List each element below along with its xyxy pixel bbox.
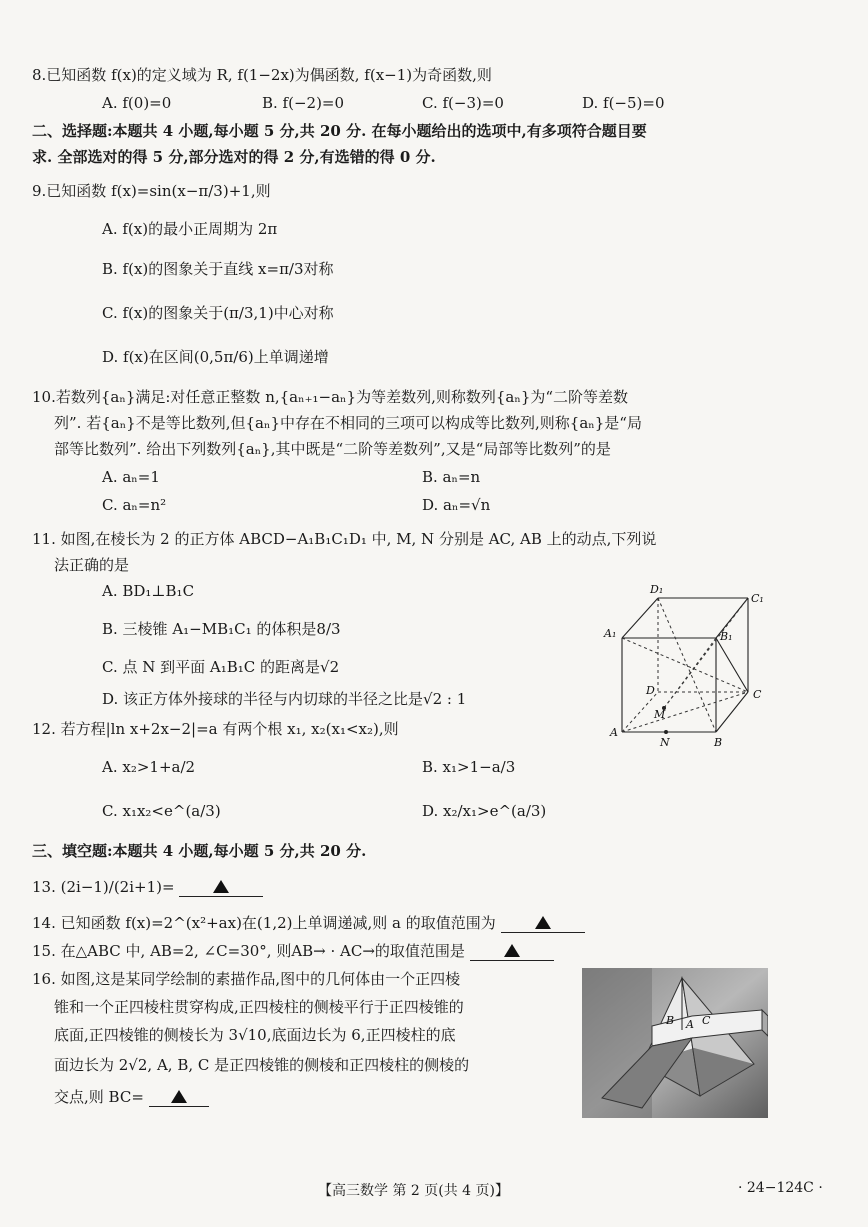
label-b: B: [714, 736, 723, 749]
diag-bd1: [658, 598, 716, 732]
edge-b1c: [716, 638, 748, 692]
q13-text: 13. (2i−1)/(2i+1)=: [32, 878, 175, 896]
q15-answer-blank[interactable]: [470, 942, 554, 961]
label-d1: D₁: [650, 583, 664, 596]
q8-option-c: C. f(−3)=0: [422, 94, 504, 112]
label-a: A: [610, 726, 618, 739]
q10-option-c: C. aₙ=n²: [102, 496, 167, 514]
q14-row: [32, 912, 585, 934]
diag-a1c: [622, 638, 748, 692]
diag-ac: [622, 692, 748, 732]
q13-answer-blank[interactable]: [179, 878, 263, 897]
q16-line4: 面边长为 2√2, A, B, C 是正四棱锥的侧棱和正四棱柱的侧棱的: [54, 1056, 470, 1074]
q9-stem: 9.已知函数 f(x)=sin(x−π/3)+1,则: [32, 182, 271, 200]
q16-line2: 锥和一个正四棱柱贯穿构成,正四棱柱的侧棱平行于正四棱锥的: [54, 998, 464, 1016]
q10-line1: 10.若数列{aₙ}满足:对任意正整数 n,{aₙ₊₁−aₙ}为等差数列,则称数列{aₙ}为“二阶等差数: [32, 388, 629, 406]
label-c1: C₁: [751, 592, 764, 605]
q11-option-b: B. 三棱锥 A₁−MB₁C₁ 的体积是8/3: [102, 620, 341, 638]
answer-triangle-icon: [504, 944, 520, 957]
label-c: C: [702, 1014, 711, 1027]
q11-option-d: D. 该正方体外接球的半径与内切球的半径之比是√2 : 1: [102, 690, 467, 708]
q12-option-a: A. x₂>1+a/2: [102, 758, 196, 776]
q11-line2: 法正确的是: [54, 556, 130, 574]
q10-option-b: B. aₙ=n: [422, 468, 481, 486]
label-m: M: [654, 708, 666, 721]
q11-option-c: C. 点 N 到平面 A₁B₁C 的距离是√2: [102, 658, 340, 676]
label-a1: A₁: [604, 627, 617, 640]
label-b: B: [666, 1014, 675, 1027]
label-c: C: [753, 688, 762, 701]
answer-triangle-icon: [171, 1090, 187, 1103]
cube-figure: [598, 580, 770, 750]
q11-line1: 11. 如图,在棱长为 2 的正方体 ABCD−A₁B₁C₁D₁ 中, M, N 分别是 AC, AB 上的动点,下列说: [32, 530, 657, 548]
label-d: D: [646, 684, 655, 697]
section3-title: 三、填空题:本题共 4 小题,每小题 5 分,共 20 分.: [32, 842, 367, 860]
q8-option-a: A. f(0)=0: [102, 94, 172, 112]
footer-code: · 24−124C ·: [738, 1180, 823, 1196]
q13-row: [32, 876, 263, 898]
section2-line2: 求. 全部选对的得 5 分,部分选对的得 2 分,有选错的得 0 分.: [32, 148, 436, 166]
q16-line3: 底面,正四棱锥的侧棱长为 3√10,底面边长为 6,正四棱柱的底: [54, 1026, 456, 1044]
q12-option-d: D. x₂/x₁>e^(a/3): [422, 802, 547, 820]
label-a: A: [686, 1018, 694, 1031]
q9-option-b: B. f(x)的图象关于直线 x=π/3对称: [102, 260, 334, 278]
edge-bc: [716, 692, 748, 732]
q12-option-b: B. x₁>1−a/3: [422, 758, 516, 776]
q8-stem: 8.已知函数 f(x)的定义域为 R, f(1−2x)为偶函数, f(x−1)为奇函数,则: [32, 66, 492, 84]
q9-option-c: C. f(x)的图象关于(π/3,1)中心对称: [102, 304, 334, 322]
q10-line3: 部等比数列”. 给出下列数列{aₙ},其中既是“二阶等差数列”,又是“局部等比数列”的是: [54, 440, 611, 458]
q16-answer-blank[interactable]: [149, 1088, 209, 1107]
q10-option-a: A. aₙ=1: [102, 468, 160, 486]
q10-line2: 列”. 若{aₙ}不是等比数列,但{aₙ}中存在不相同的三项可以构成等比数列,则称{aₙ}是“局: [54, 414, 642, 432]
q8-option-b: B. f(−2)=0: [262, 94, 345, 112]
q14-text: 14. 已知函数 f(x)=2^(x²+ax)在(1,2)上单调递减,则 a 的取值范围为: [32, 914, 496, 932]
sketch-figure: [582, 968, 768, 1118]
q8-option-d: D. f(−5)=0: [582, 94, 665, 112]
q16-line5: 交点,则 BC=: [54, 1088, 144, 1106]
label-n: N: [660, 736, 670, 749]
q9-option-d: D. f(x)在区间(0,5π/6)上单调递增: [102, 348, 329, 366]
point-n: [664, 730, 668, 734]
q14-answer-blank[interactable]: [501, 914, 585, 933]
section2-line1: 二、选择题:本题共 4 小题,每小题 5 分,共 20 分. 在每小题给出的选项中,有多项符合题目要: [32, 122, 647, 140]
q15-text: 15. 在△ABC 中, AB=2, ∠C=30°, 则AB→ · AC→的取值范围是: [32, 942, 465, 960]
footer-page-info: 【高三数学 第 2 页(共 4 页)】: [318, 1183, 509, 1199]
q11-option-a: A. BD₁⊥B₁C: [102, 582, 195, 600]
edge-a1d1: [622, 598, 658, 638]
q9-option-a: A. f(x)的最小正周期为 2π: [102, 220, 278, 238]
q15-row: [32, 940, 554, 962]
answer-triangle-icon: [213, 880, 229, 893]
q12-stem: 12. 若方程|ln x+2x−2|=a 有两个根 x₁, x₂(x₁<x₂),则: [32, 720, 399, 738]
label-b1: B₁: [720, 630, 733, 643]
q12-option-c: C. x₁x₂<e^(a/3): [102, 802, 221, 820]
q16-row: [54, 1086, 209, 1108]
answer-triangle-icon: [535, 916, 551, 929]
q16-line1: 16. 如图,这是某同学绘制的素描作品,图中的几何体由一个正四棱: [32, 970, 461, 988]
q10-option-d: D. aₙ=√n: [422, 496, 491, 514]
